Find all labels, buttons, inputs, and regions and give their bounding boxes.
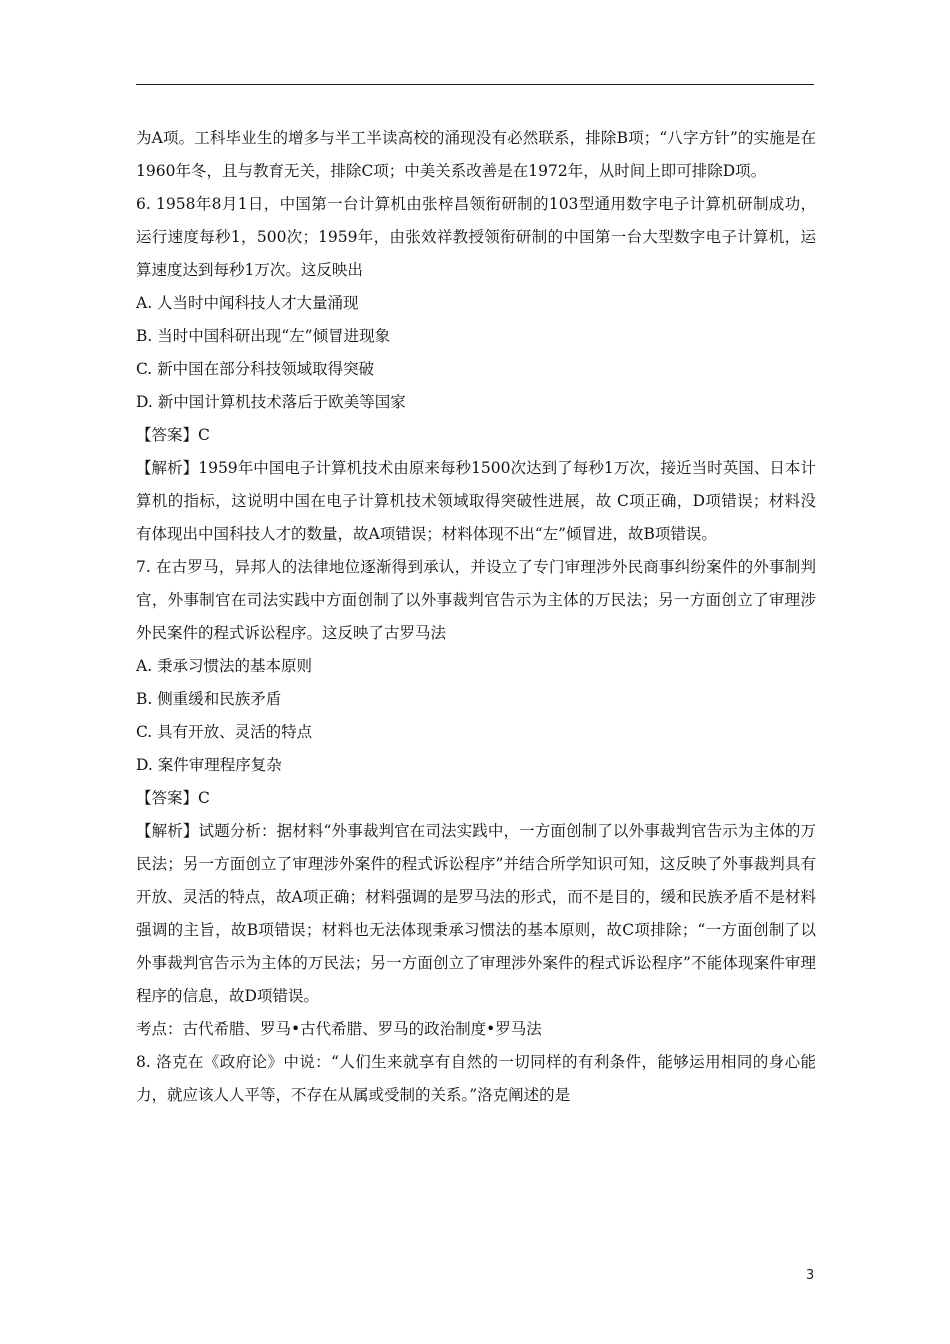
- header-rule: [136, 84, 814, 85]
- question-7-option-b: B. 侧重缓和民族矛盾: [136, 690, 282, 708]
- question-6-option-a: A. 人当时中闻科技人才大量涌现: [136, 294, 359, 312]
- page-number: 3: [806, 1268, 815, 1283]
- question-7-option-d: D. 案件审理程序复杂: [136, 756, 282, 774]
- question-7-option-c: C. 具有开放、灵活的特点: [136, 723, 313, 741]
- document-body: [136, 122, 816, 1112]
- question-7-stem: 7. 在古罗马，异邦人的法律地位逐渐得到承认，并设立了专门审理涉外民商事纠纷案件的外事制判官，外事制官在司法实践中方面创制了以外事裁判官告示为主体的万民法；另一方面创立了审理涉外民案件的程式诉讼程序。这反映了古罗马法: [136, 558, 816, 642]
- question-6-option-b: B. 当时中国科研出现“左”倾冒进现象: [136, 327, 391, 345]
- question-6-option-d: D. 新中国计算机技术落后于欧美等国家: [136, 393, 406, 411]
- question-6-answer: 【答案】C: [136, 426, 210, 444]
- question-7-topic: 考点：古代希腊、罗马•古代希腊、罗马的政治制度•罗马法: [136, 1020, 542, 1038]
- question-8-stem: 8. 洛克在《政府论》中说：“人们生来就享有自然的一切同样的有利条件，能够运用相同的身心能力，就应该人人平等，不存在从属或受制的关系。”洛克阐述的是: [136, 1053, 816, 1104]
- analysis-continuation: 为A项。工科毕业生的增多与半工半读高校的涌现没有必然联系，排除B项；“八字方针”的实施是在1960年冬，且与教育无关，排除C项；中美关系改善是在1972年，从时间上即可排除D项。: [136, 129, 816, 180]
- question-6-option-c: C. 新中国在部分科技领域取得突破: [136, 360, 375, 378]
- question-7-analysis: 【解析】试题分析：据材料“外事裁判官在司法实践中，一方面创制了以外事裁判官告示为主体的万民法；另一方面创立了审理涉外案件的程式诉讼程序”并结合所学知识可知，这反映了外事裁判具有开放、灵活的特点，故A项正确；材料强调的是罗马法的形式，而不是目的，缓和民族矛盾不是材料强调的主旨，故B项错误；材料也无法体现秉承习惯法的基本原则，故C项排除；“一方面创制了以外事裁判官告示为主体的万民法；另一方面创立了审理涉外案件的程式诉讼程序”不能体现案件审理程序的信息，故D项错误。: [136, 822, 816, 1005]
- question-7-option-a: A. 秉承习惯法的基本原则: [136, 657, 313, 675]
- question-6-analysis: 【解析】1959年中国电子计算机技术由原来每秒1500次达到了每秒1万次，接近当时英国、日本计算机的指标，这说明中国在电子计算机技术领域取得突破性进展，故 C项正确，D项错误；材料没有体现出中国科技人才的数量，故A项错误；材料体现不出“左”倾冒进，故B项错误。: [136, 459, 816, 543]
- question-6-stem: 6. 1958年8月1日，中国第一台计算机由张梓昌领衔研制的103型通用数字电子计算机研制成功，运行速度每秒1，500次；1959年，由张效祥教授领衔研制的中国第一台大型数字电子计算机，运算速度达到每秒1万次。这反映出: [136, 195, 816, 279]
- question-7-answer: 【答案】C: [136, 789, 210, 807]
